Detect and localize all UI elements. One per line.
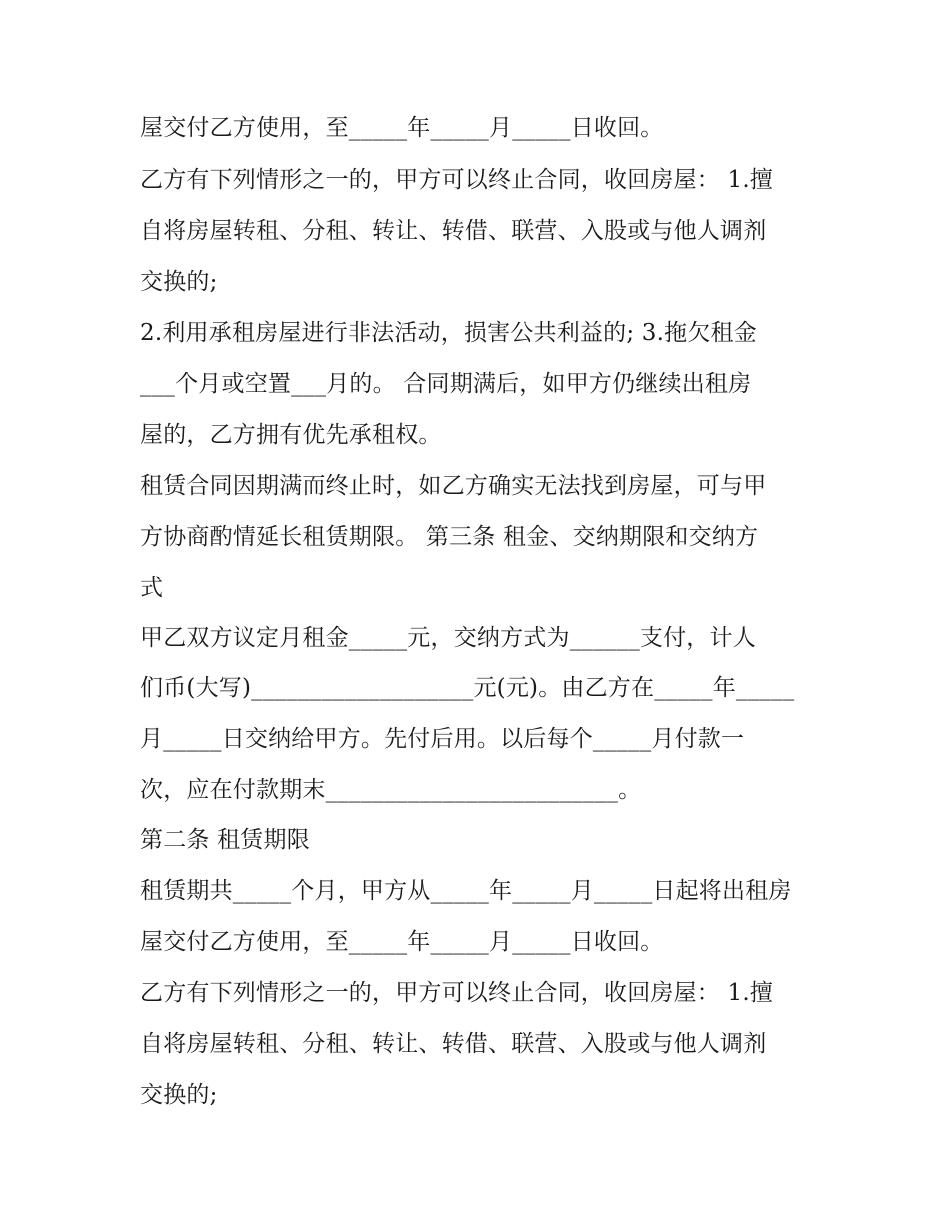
text-line: 次，应在付款期末_________________________。 bbox=[140, 777, 642, 803]
text-line: 自将房屋转租、分租、转让、转借、联营、入股或与他人调剂 bbox=[140, 218, 767, 244]
text-line: 租赁合同因期满而终止时，如乙方确实无法找到房屋，可与甲 bbox=[140, 473, 767, 499]
text-line: ___个月或空置___月的。 合同期满后，如甲方仍继续出租房 bbox=[140, 371, 752, 397]
text-line: 方协商酌情延长租赁期限。 第三条 租金、交纳期限和交纳方 bbox=[140, 524, 759, 550]
text-line: 自将房屋转租、分租、转让、转借、联营、入股或与他人调剂 bbox=[140, 1031, 767, 1057]
text-line: 2.利用承租房屋进行非法活动，损害公共利益的; 3.拖欠租金 bbox=[140, 320, 757, 346]
text-line: 交换的; bbox=[140, 1082, 218, 1108]
section-heading: 第二条 租赁期限 bbox=[140, 827, 310, 853]
text-line: 乙方有下列情形之一的，甲方可以终止合同，收回房屋： 1.擅 bbox=[140, 980, 774, 1006]
text-line: 屋的，乙方拥有优先承租权。 bbox=[140, 422, 442, 448]
text-line: 式 bbox=[140, 575, 164, 601]
text-line: 租赁期共_____个月，甲方从_____年_____月_____日起将出租房 bbox=[140, 878, 792, 904]
text-line: 月_____日交纳给甲方。先付后用。以后每个_____月付款一 bbox=[140, 726, 745, 752]
text-line: 屋交付乙方使用，至_____年_____月_____日收回。 bbox=[140, 929, 664, 955]
text-line: 乙方有下列情形之一的，甲方可以终止合同，收回房屋： 1.擅 bbox=[140, 167, 774, 193]
text-line: 们币(大写)___________________元(元)。由乙方在_____年_____ bbox=[140, 675, 795, 701]
text-line: 甲乙双方议定月租金_____元，交纳方式为______支付，计人 bbox=[140, 625, 756, 651]
text-line: 屋交付乙方使用，至_____年_____月_____日收回。 bbox=[140, 115, 664, 141]
text-line: 交换的; bbox=[140, 269, 218, 295]
